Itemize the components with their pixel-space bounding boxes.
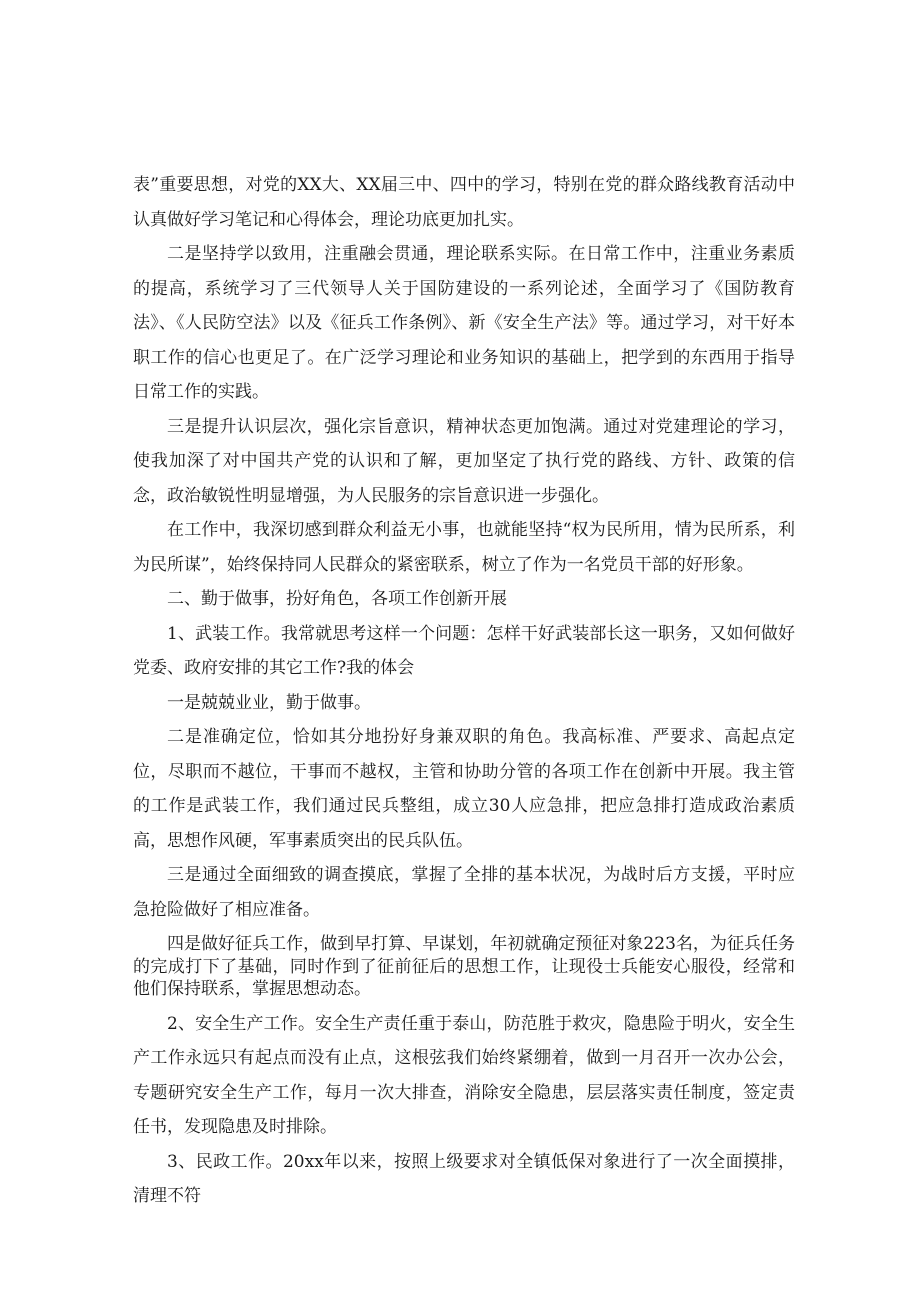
paragraph-1: 表”重要思想，对党的XX大、XX届三中、四中的学习，特别在党的群众路线教育活动中认真做好学习笔记和心得体会，理论功底更加扎实。 bbox=[133, 175, 795, 230]
paragraph-10: 2、安全生产工作。安全生产责任重于泰山，防范胜于救灾，隐患险于明火，安全生产工作永远只有起点而没有止点，这根弦我们始终紧绷着，做到一月召开一次办公会，专题研究安全生产工作，每月一次大排查，消除安全隐患，层层落实责任制度，签定责任书，发现隐患及时排除。 bbox=[133, 1013, 795, 1137]
paragraph-11: 3、民政工作。20xx年以来，按照上级要求对全镇低保对象进行了一次全面摸排，清理不符 bbox=[133, 1151, 795, 1206]
paragraph-9: 四是做好征兵工作，做到早打算、早谋划，年初就确定预征对象223名，为征兵任务的完成打下了基础，同时作到了征前征后的思想工作，让现役士兵能安心服役，经常和他们保持联系，掌握思想动态。 bbox=[133, 934, 795, 999]
section-heading: 二、勤于做事，扮好角色，各项工作创新开展 bbox=[167, 589, 507, 609]
paragraph-3: 三是提升认识层次，强化宗旨意识，精神状态更加饱满。通过对党建理论的学习，使我加深了对中国共产党的认识和了解，更加坚定了执行党的路线、方针、政策的信念，政治敏锐性明显增强，为人民服务的宗旨意识进一步强化。 bbox=[133, 416, 795, 506]
paragraph-8: 三是通过全面细致的调查摸底，掌握了全排的基本状况，为战时后方支援，平时应急抢险做好了相应准备。 bbox=[133, 865, 795, 920]
paragraph-6: 一是兢兢业业，勤于做事。 bbox=[167, 692, 371, 713]
paragraph-2: 二是坚持学以致用，注重融会贯通，理论联系实际。在日常工作中，注重业务素质的提高，系统学习了三代领导人关于国防建设的一系列论述，全面学习了《国防教育法》、《人民防空法》以及《征兵工作条例》、新《安全生产法》等。通过学习，对干好本职工作的信心也更足了。在广泛学习理论和业务知识的基础上，把学到的东西用于指导日常工作的实践。 bbox=[133, 244, 795, 402]
paragraph-4: 在工作中，我深切感到群众利益无小事，也就能坚持“权为民所用，情为民所系，利为民所谋”，始终保持同人民群众的紧密联系，树立了作为一名党员干部的好形象。 bbox=[133, 520, 795, 575]
paragraph-7: 二是准确定位，恰如其分地扮好身兼双职的角色。我高标准、严要求、高起点定位，尽职而不越位，干事而不越权，主管和协助分管的各项工作在创新中开展。我主管的工作是武装工作，我们通过民兵整组，成立30人应急排，把应急排打造成政治素质高，思想作风硬，军事素质突出的民兵队伍。 bbox=[133, 727, 795, 851]
paragraph-5: 1、武装工作。我常就思考这样一个问题：怎样干好武装部长这一职务，又如何做好党委、政府安排的其它工作?我的体会 bbox=[133, 623, 795, 678]
document-body bbox=[133, 168, 795, 1214]
